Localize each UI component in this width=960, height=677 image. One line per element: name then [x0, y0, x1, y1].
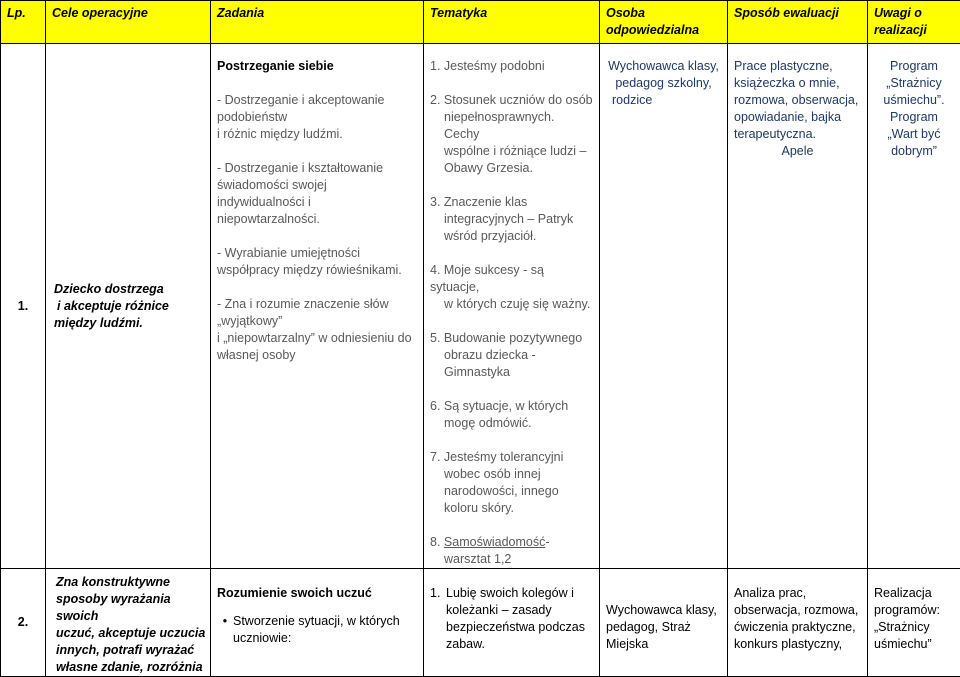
topic-line: niepełnosprawnych. Cechy: [430, 109, 593, 143]
notes-line: programów:: [874, 602, 954, 619]
topic-line: 7. Jesteśmy tolerancyjni: [430, 449, 593, 466]
topic-line: zabaw.: [446, 636, 585, 653]
responsible-line: pedagog szkolny,: [606, 75, 721, 92]
notes-cell: [868, 44, 960, 569]
goal-line: między ludźmi.: [54, 315, 210, 332]
evaluation-line: opowiadanie, bajka: [734, 109, 861, 126]
goal-line: Zna konstruktywne: [56, 574, 210, 591]
header-zadania: Zadania: [211, 1, 424, 44]
notes-line: „Strażnicy: [874, 75, 954, 92]
topic-line: [430, 245, 593, 262]
topic-line: wśród przyjaciół.: [430, 228, 593, 245]
notes-cell: [868, 569, 960, 677]
topic-line: 4. Moje sukcesy - są sytuacje,: [430, 262, 593, 296]
topic-line: koloru skóry.: [430, 500, 593, 517]
topic-line: [430, 177, 593, 194]
task-line: - Wyrabianie umiejętności: [217, 245, 417, 262]
responsible-cell: [600, 569, 728, 677]
evaluation-line: obserwacja, rozmowa,: [734, 602, 861, 619]
task-line: [217, 143, 417, 160]
task-line: [217, 228, 417, 245]
header-row: [1, 1, 960, 44]
topic-line: [430, 75, 593, 92]
evaluation-line: rozmowa, obserwacja,: [734, 92, 861, 109]
tasks-title: Rozumienie swoich uczuć: [217, 585, 417, 602]
responsible-line: Miejska: [606, 636, 721, 653]
notes-line: „Strażnicy: [874, 619, 954, 636]
responsible-line: Wychowawca klasy,: [606, 602, 721, 619]
topic-suffix: -: [545, 534, 549, 551]
evaluation-line: Apele: [734, 143, 861, 160]
topics-list: [430, 58, 593, 534]
topic-number: 1.: [430, 585, 446, 653]
goal-line: uczuć, akceptuje uczucia: [56, 625, 210, 642]
task-line: Stworzenie sytuacji, w których: [233, 613, 400, 630]
notes-line: uśmiechu”: [874, 636, 954, 653]
header-osoba: Osoba odpowiedzialna: [600, 1, 728, 44]
task-line: uczniowie:: [233, 630, 400, 647]
topics-cell: [424, 569, 600, 677]
topic-line: w których czuję się ważny.: [430, 296, 593, 313]
topic-line: narodowości, innego: [430, 483, 593, 500]
topic-line: obrazu dziecka -: [430, 347, 593, 364]
topic-item: [430, 585, 593, 653]
responsible-line: Wychowawca klasy,: [606, 58, 721, 75]
topic-line: [430, 313, 593, 330]
task-line: niepowtarzalności.: [217, 211, 417, 228]
evaluation-line: terapeutyczna.: [734, 126, 861, 143]
topic-line: integracyjnych – Patryk: [430, 211, 593, 228]
responsible-line: rodzice: [606, 92, 721, 109]
evaluation-line: ćwiczenia praktyczne,: [734, 619, 861, 636]
goal-line: innych, potrafi wyrażać: [56, 642, 210, 659]
operational-goal: [46, 569, 211, 677]
goal-line: Dziecko dostrzega: [54, 281, 210, 298]
operational-goal: [46, 44, 211, 569]
tasks-cell: [211, 569, 424, 677]
topic-line: bezpieczeństwa podczas: [446, 619, 585, 636]
topic-underlined: Samoświadomość: [444, 534, 545, 551]
header-cele: Cele operacyjne: [46, 1, 211, 44]
task-line: - Zna i rozumie znaczenie słów: [217, 296, 417, 313]
table-row: [1, 569, 960, 677]
responsible-line: pedagog, Straż: [606, 619, 721, 636]
topic-line: wobec osób innej: [430, 466, 593, 483]
goal-line: własne zdanie, rozróżnia: [56, 659, 210, 676]
topic-line: 3. Znaczenie klas: [430, 194, 593, 211]
topic-line: Lubię swoich kolegów i: [446, 585, 585, 602]
task-line: współpracy między rówieśnikami.: [217, 262, 417, 279]
row-number: 1.: [1, 44, 46, 569]
evaluation-line: Analiza prac,: [734, 585, 861, 602]
goal-line: sposoby wyrażania swoich: [56, 591, 210, 625]
notes-line: dobrym”: [874, 143, 954, 160]
topic-line: Gimnastyka: [430, 364, 593, 381]
header-sposob: Sposób ewaluacji: [728, 1, 868, 44]
topics-cell: [424, 44, 600, 569]
header-tematyka: Tematyka: [424, 1, 600, 44]
task-bullet-item: [217, 613, 417, 647]
evaluation-cell: [728, 44, 868, 569]
task-line: - Dostrzeganie i akceptowanie: [217, 92, 417, 109]
topic-line: 2. Stosunek uczniów do osób: [430, 92, 593, 109]
responsible-cell: [600, 44, 728, 569]
topic-line: 6. Są sytuacje, w których: [430, 398, 593, 415]
row-number: 2.: [1, 569, 46, 677]
topic-line: [430, 381, 593, 398]
task-line: i „niepowtarzalny” w odniesieniu do: [217, 330, 417, 347]
task-line: indywidualności i: [217, 194, 417, 211]
tasks-title: Postrzeganie siebie: [217, 58, 417, 75]
bullet-icon: •: [217, 613, 233, 647]
topic-line: 1. Jesteśmy podobni: [430, 58, 593, 75]
evaluation-line: Prace plastyczne,: [734, 58, 861, 75]
notes-line: Program: [874, 109, 954, 126]
notes-line: uśmiechu”.: [874, 92, 954, 109]
topic-line: [430, 432, 593, 449]
notes-line: Program: [874, 58, 954, 75]
topic-line: wspólne i różniące ludzi –: [430, 143, 593, 160]
header-uwagi: Uwagi o realizacji: [868, 1, 960, 44]
tasks-list: [217, 92, 417, 364]
notes-line: Realizacja: [874, 585, 954, 602]
evaluation-line: konkurs plastyczny,: [734, 636, 861, 653]
topic-line: [430, 517, 593, 534]
task-line: „wyjątkowy”: [217, 313, 417, 330]
topic-line: warsztat 1,2: [430, 551, 593, 568]
topic-line: koleżanki – zasady: [446, 602, 585, 619]
topic-line: 5. Budowanie pozytywnego: [430, 330, 593, 347]
topic-line: Obawy Grzesia.: [430, 160, 593, 177]
goal-line: i akceptuje różnice: [54, 298, 210, 315]
tasks-cell: [211, 44, 424, 569]
task-line: podobieństw: [217, 109, 417, 126]
topic-number: 8.: [430, 534, 440, 551]
task-line: świadomości swojej: [217, 177, 417, 194]
evaluation-cell: [728, 569, 868, 677]
header-lp: Lp.: [1, 1, 46, 44]
task-line: [217, 279, 417, 296]
table-row: [1, 44, 960, 569]
notes-line: „Wart być: [874, 126, 954, 143]
task-line: - Dostrzeganie i kształtowanie: [217, 160, 417, 177]
task-line: własnej osoby: [217, 347, 417, 364]
evaluation-line: książeczka o mnie,: [734, 75, 861, 92]
topic-line: mogę odmówić.: [430, 415, 593, 432]
topic-item: [430, 534, 593, 568]
task-line: i różnic między ludźmi.: [217, 126, 417, 143]
